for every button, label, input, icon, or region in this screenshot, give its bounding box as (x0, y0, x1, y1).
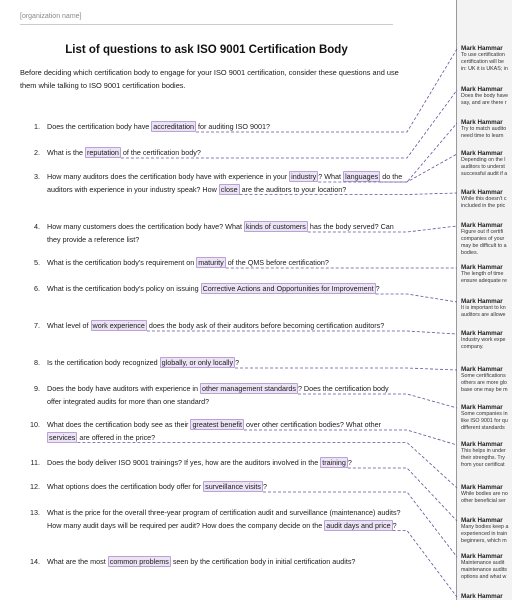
comment-author: Mark Hammar (461, 484, 503, 491)
question-text-run: What is the price for the overall three-year program of certification audit and surveillance (maintenance) audits? How many audit days will be required per audit? How does the company decide on the (47, 508, 401, 530)
comment-highlight[interactable]: Corrective Actions and Opportunities for Improvement (202, 284, 374, 293)
comment-text: Industry work expe company. (461, 337, 506, 350)
comment-bubble[interactable] (461, 593, 512, 600)
question-text-run: Does the body deliver ISO 9001 trainings? If yes, how are the auditors involved in the (47, 458, 321, 467)
comment-bubble[interactable] (461, 553, 512, 581)
question-number: 4. (34, 222, 40, 231)
comment-author: Mark Hammar (461, 45, 503, 52)
comment-bubble[interactable] (461, 330, 512, 351)
question-text (47, 171, 403, 196)
question-number: 8. (34, 358, 40, 367)
question-text (47, 419, 403, 444)
question-text (47, 481, 403, 494)
question-number: 13. (30, 508, 40, 517)
comment-highlight[interactable]: globally, or only locally (161, 358, 234, 367)
comment-text: Some certifications others are more glo base one may be m (461, 373, 508, 393)
question-text-run: ? (347, 458, 352, 467)
comment-text: While bodies are no other beneficial ser (461, 491, 508, 504)
question-text (47, 507, 403, 532)
comment-bubble[interactable] (461, 189, 512, 210)
question-text-run: Is the certification body recognized (47, 358, 160, 367)
comment-highlight[interactable]: languages (345, 172, 379, 181)
comment-bubble[interactable] (461, 366, 512, 394)
question-text-run: do the auditors with experience in your industry speak? How (47, 172, 403, 194)
question-number: 11. (30, 458, 40, 467)
comment-author: Mark Hammar (461, 298, 503, 305)
comment-text: This helps in under their strengths. Try from your certificat (461, 448, 506, 468)
question-text-run: of the certification body? (120, 148, 201, 157)
question-number: 14. (30, 557, 40, 566)
question-number: 9. (34, 384, 40, 393)
comment-author: Mark Hammar (461, 366, 503, 373)
intro-paragraph: Before deciding which certification body to engage for your ISO 9001 certification, consider these questions and use them while talking to ISO 9001 certification bodies. (20, 68, 399, 90)
comment-highlight[interactable]: industry (291, 172, 317, 181)
comment-highlight[interactable]: services (49, 432, 76, 442)
comment-text: While this doesn't c included in the pric (461, 196, 507, 209)
question-number: 12. (30, 482, 40, 491)
question-text (47, 283, 403, 296)
organization-name-placeholder[interactable]: [organization name] (20, 13, 82, 20)
question-text-run: ? (235, 358, 240, 367)
question-number: 7. (34, 321, 40, 330)
question-text (47, 221, 403, 246)
question-text-run: ? (392, 520, 397, 530)
comment-author: Mark Hammar (461, 517, 503, 524)
question-text (47, 320, 403, 333)
question-text-run: seen by the certification body in initial certification audits? (170, 557, 356, 566)
comment-text: To use certification certification will be in: UK it is UKAS; in (461, 52, 508, 72)
comment-bubble[interactable] (461, 484, 512, 505)
comment-author: Mark Hammar (461, 553, 503, 560)
comment-text: Try to match audito need time to learn (461, 126, 507, 139)
comment-bubble[interactable] (461, 150, 512, 178)
comment-highlight[interactable]: kinds of customers (245, 222, 306, 231)
header-rule (20, 24, 393, 25)
comment-text: Figure out if certifi companies of your may be difficult to a bodies. (461, 229, 507, 256)
question-number: 10. (30, 420, 40, 429)
comment-bubble[interactable] (461, 441, 512, 469)
comment-bubble[interactable] (461, 119, 512, 140)
comment-highlight[interactable]: common problems (109, 557, 169, 566)
question-text (47, 383, 403, 408)
question-text-run: What is the certification body's policy on issuing (47, 284, 201, 293)
comment-author: Mark Hammar (461, 593, 503, 600)
question-number: 6. (34, 284, 40, 293)
question-text (47, 357, 403, 370)
question-text-run: of the QMS before certification? (225, 258, 329, 267)
comment-author: Mark Hammar (461, 222, 503, 229)
document-title: List of questions to ask ISO 9001 Certification Body (65, 44, 348, 56)
comment-text: It is important to kn auditors are allowe (461, 305, 506, 318)
question-text-run: What is the (47, 148, 85, 157)
question-text-run: over other certification bodies? What other (244, 420, 382, 429)
question-text (47, 121, 403, 134)
comment-text: Does the body have say, and are there r (461, 93, 509, 106)
question-text-run: What does the certification body see as their (47, 420, 191, 429)
question-number: 2. (34, 148, 40, 157)
question-text-run: does the body ask of their auditors before becoming certification auditors? (146, 321, 385, 330)
question-text-run: What options does the certification body offer for (47, 482, 204, 491)
comment-text: Depending on the l auditors to underst successful audit if a (461, 157, 508, 177)
question-text (47, 457, 403, 470)
question-text-run: ? What (318, 172, 344, 181)
comment-text: Maintenance audit maintenance audits options and what w (461, 560, 507, 580)
comment-highlight[interactable]: training (322, 458, 346, 467)
comment-highlight[interactable]: audit days and price (326, 520, 391, 530)
question-text-run: What level of (47, 321, 91, 330)
comment-highlight[interactable]: maturity (198, 258, 224, 267)
question-text (47, 147, 403, 160)
question-text-run: How many customers does the certification body have? What (47, 222, 244, 231)
question-text-run: How many auditors does the certification body have with experience in your (47, 172, 290, 181)
comment-text: The length of time ensure adequate re (461, 271, 507, 284)
question-text-run: ? (375, 284, 380, 293)
question-text-run: What are the most (47, 557, 108, 566)
comment-text: Many bodies keep a experienced in train beginners, which m (461, 524, 509, 544)
comment-author: Mark Hammar (461, 189, 503, 196)
question-text-run: has the body served? Can they provide a reference list? (47, 222, 394, 244)
question-text-run: are offered in the price? (77, 432, 156, 442)
comment-pane (457, 0, 512, 600)
comment-author: Mark Hammar (461, 86, 503, 93)
comment-highlight[interactable]: work experience (92, 321, 145, 330)
question-text (47, 257, 403, 270)
question-number: 1. (34, 122, 40, 131)
comment-text: Some companies in like ISO 9001 for qu different standards (461, 411, 508, 431)
comment-bubble[interactable] (461, 264, 512, 285)
question-text (47, 556, 403, 569)
comment-author: Mark Hammar (461, 441, 503, 448)
comment-highlight[interactable]: accreditation (153, 122, 195, 131)
comment-author: Mark Hammar (461, 330, 503, 337)
question-text-run: ? Does the certification body offer integrated audits for more than one standard? (47, 384, 389, 406)
comment-author: Mark Hammar (461, 119, 503, 126)
comment-highlight[interactable]: reputation (86, 148, 119, 157)
question-number: 5. (34, 258, 40, 267)
comment-highlight[interactable]: close (220, 184, 238, 194)
question-text-run: Does the body have auditors with experience in (47, 384, 201, 393)
question-text-run: ? (263, 482, 268, 491)
question-text-run: What is the certification body's requirement on (47, 258, 197, 267)
comment-author: Mark Hammar (461, 150, 503, 157)
question-number: 3. (34, 172, 40, 181)
comment-highlight[interactable]: other management standards (202, 384, 296, 393)
comment-bubble[interactable] (461, 45, 512, 73)
comment-bubble[interactable] (461, 298, 512, 319)
question-text-run: are the auditors to your location? (239, 184, 347, 194)
comment-bubble[interactable] (461, 86, 512, 107)
comment-highlight[interactable]: greatest benefit (192, 420, 242, 429)
comment-bubble[interactable] (461, 517, 512, 545)
question-text-run: for auditing ISO 9001? (196, 122, 270, 131)
comment-bubble[interactable] (461, 222, 512, 257)
question-text-run: Does the certification body have (47, 122, 152, 131)
comment-author: Mark Hammar (461, 404, 503, 411)
comment-author: Mark Hammar (461, 264, 503, 271)
comment-bubble[interactable] (461, 404, 512, 432)
comment-highlight[interactable]: surveillance visits (205, 482, 262, 491)
